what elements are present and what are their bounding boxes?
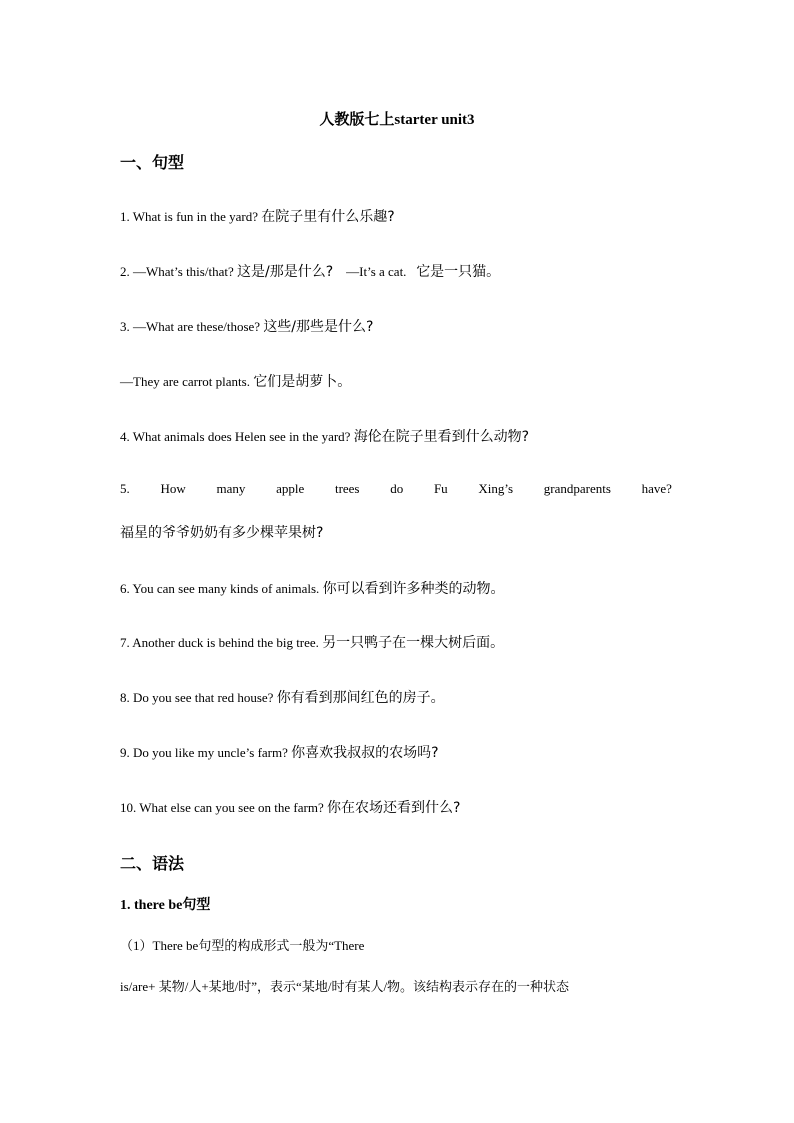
sentence-cn-answer: 它是一只猫。 [416,264,501,280]
sentence-en: 10. What else can you see on the farm? [120,800,324,815]
sentence-8 [120,687,675,707]
word: grandparents [543,481,611,496]
sentence-en: —They are carrot plants. [120,374,250,389]
sentence-cn: 在院子里有什么乐趣? [261,209,395,225]
sentence-cn: 这些/那些是什么? [263,319,374,335]
sentence-en: 9. Do you like my uncle’s farm? [120,745,288,760]
sentence-9 [120,742,675,762]
sentence-cn: 你可以看到许多种类的动物。 [322,581,505,597]
word: apple [276,481,305,496]
sentence-1 [120,206,675,226]
sentence-cn: 你在农场还看到什么? [326,800,461,816]
sentence-cn: 你喜欢我叔叔的农场吗? [291,745,439,761]
word: trees [334,481,360,496]
sentence-4 [120,426,675,446]
section-heading-sentences: 一、句型 [120,155,185,172]
sentence-cn: 你有看到那间红色的房子。 [276,690,445,706]
sentence-3-answer [120,371,675,391]
grammar-text: is/are+ 某物/人+某地/时”，表示“某地/时有某人/物。该结构表示存在的一种状态 [120,979,570,994]
sentence-cn: 福星的爷爷奶奶有多少棵苹果树? [120,525,324,541]
sentence-en: 7. Another duck is behind the big tree. [120,635,319,650]
word: many [216,481,246,496]
sentence-5-translation [120,522,675,542]
sentence-cn: 海伦在院子里看到什么动物? [353,429,530,445]
word: Xing’s [478,481,514,496]
sentence-2 [120,261,675,281]
grammar-text: （1）There be句型的构成形式一般为“There [120,938,365,953]
sentence-cn: 另一只鸭子在一棵大树后面。 [322,635,505,651]
document-title: 人教版七上starter unit3 [319,112,475,128]
sentence-en-answer: —It’s a cat. [346,264,407,279]
word: How [160,481,186,496]
sentence-6 [120,578,675,598]
word: have? [641,481,672,496]
sentence-en: 8. Do you see that red house? [120,690,274,705]
word: do [390,481,404,496]
sentence-en: 2. —What’s this/that? [120,264,234,279]
sentence-en: 3. —What are these/those? [120,319,261,334]
sentence-7 [120,632,675,652]
sentence-cn: 这是/那是什么? [236,264,334,280]
word: 5. [120,481,130,496]
sentence-en: 1. What is fun in the yard? [120,209,259,224]
sentence-5 [120,481,675,497]
sentence-en: 6. You can see many kinds of animals. [120,581,320,596]
word: Fu [433,481,448,496]
grammar-subheading: 1. there be句型 [120,898,211,913]
grammar-line-2 [120,976,675,995]
grammar-line-1 [120,935,675,954]
sentence-cn: 它们是胡萝卜。 [253,374,352,390]
sentence-10 [120,797,675,817]
sentence-3 [120,316,675,336]
section-heading-grammar: 二、语法 [120,856,185,873]
sentence-en: 4. What animals does Helen see in the yard? [120,429,351,444]
